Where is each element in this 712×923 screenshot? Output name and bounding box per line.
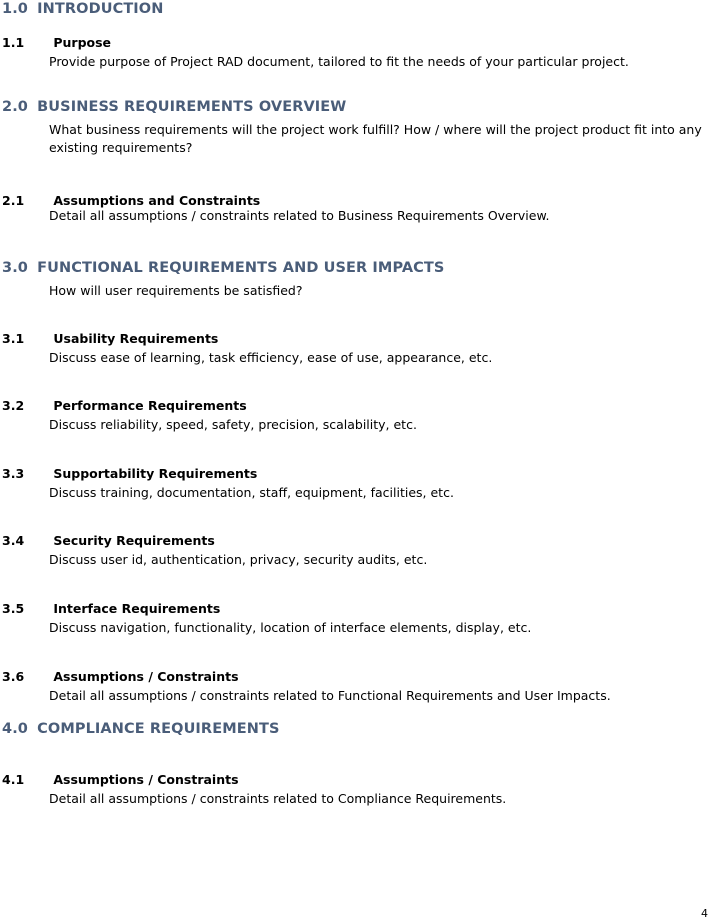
business-requirements-text: What business requirements will the project work fulfill? How / where will the project product fit into any existing requirements? (49, 122, 702, 155)
purpose-text: Provide purpose of Project RAD document, tailored to fit the needs of your particular project. (49, 54, 629, 69)
subsection-heading-interface (2, 601, 220, 616)
subsection-title: Interface Requirements (53, 601, 221, 616)
subsection-number: 3.1 (2, 331, 25, 346)
subsection-number: 1.1 (2, 35, 25, 50)
supportability-text: Discuss training, documentation, staff, equipment, facilities, etc. (49, 485, 454, 500)
section-heading-compliance-requirements (2, 721, 280, 737)
subsection-title: Performance Requirements (53, 398, 247, 413)
section-number: 4.0 (2, 721, 28, 737)
subsection-heading-security (2, 533, 215, 548)
subsection-number: 3.5 (2, 601, 25, 616)
subsection-heading-assumptions-and-constraints (2, 193, 260, 208)
subsection-heading-usability (2, 331, 218, 346)
subsection-title: Assumptions / Constraints (53, 772, 239, 787)
subsection-heading-supportability (2, 466, 257, 481)
usability-text: Discuss ease of learning, task efficiency, ease of use, appearance, etc. (49, 350, 493, 365)
performance-text: Discuss reliability, speed, safety, precision, scalability, etc. (49, 417, 417, 432)
subsection-number: 3.6 (2, 669, 25, 684)
section-heading-business-requirements (2, 99, 346, 115)
subsection-title: Usability Requirements (53, 331, 219, 346)
interface-text: Discuss navigation, functionality, location of interface elements, display, etc. (49, 620, 532, 635)
page-number: 4 (701, 907, 708, 920)
section-title: BUSINESS REQUIREMENTS OVERVIEW (37, 99, 347, 115)
functional-assumptions-text: Detail all assumptions / constraints related to Functional Requirements and User Impacts. (49, 688, 611, 703)
section-heading-introduction (2, 1, 163, 17)
subsection-title: Assumptions and Constraints (53, 193, 261, 208)
subsection-number: 4.1 (2, 772, 25, 787)
compliance-assumptions-text: Detail all assumptions / constraints related to Compliance Requirements. (49, 791, 507, 806)
section-title: COMPLIANCE REQUIREMENTS (37, 721, 280, 737)
subsection-title: Security Requirements (53, 533, 215, 548)
subsection-number: 2.1 (2, 193, 25, 208)
subsection-heading-compliance-assumptions (2, 772, 239, 787)
subsection-title: Purpose (53, 35, 112, 50)
security-text: Discuss user id, authentication, privacy, security audits, etc. (49, 552, 428, 567)
section-title: FUNCTIONAL REQUIREMENTS AND USER IMPACTS (37, 260, 445, 276)
section-heading-functional-requirements (2, 260, 444, 276)
subsection-number: 3.3 (2, 466, 25, 481)
subsection-title: Supportability Requirements (53, 466, 258, 481)
assumptions-and-constraints-text: Detail all assumptions / constraints related to Business Requirements Overview. (49, 208, 550, 223)
subsection-number: 3.4 (2, 533, 25, 548)
subsection-heading-functional-assumptions (2, 669, 239, 684)
section-number: 2.0 (2, 99, 28, 115)
section-title: INTRODUCTION (37, 1, 164, 17)
subsection-number: 3.2 (2, 398, 25, 413)
functional-requirements-text: How will user requirements be satisfied? (49, 283, 303, 298)
subsection-heading-performance (2, 398, 247, 413)
subsection-heading-purpose (2, 35, 111, 50)
subsection-title: Assumptions / Constraints (53, 669, 239, 684)
section-number: 3.0 (2, 260, 28, 276)
section-number: 1.0 (2, 1, 28, 17)
